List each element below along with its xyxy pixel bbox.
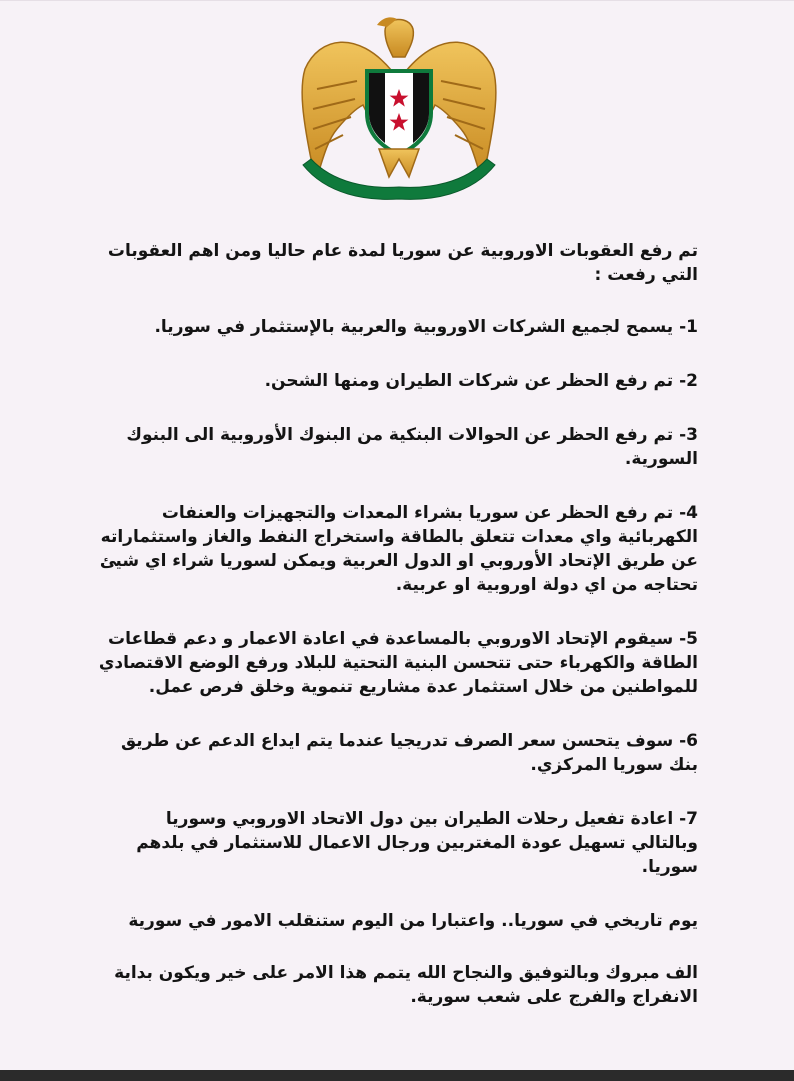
closing-line: يوم تاريخي في سوريا.. واعتبارا من اليوم ستنقلب الامور في سورية (128, 911, 698, 931)
list-item: 4- تم رفع الحظر عن سوريا بشراء المعدات والتجهيزات والعنفات الكهربائية واي معدات تتعلق بالطاقة واستخراج النفط والغاز واستثماراته عن طريق الإتحاد الأوروبي او الدول العربية ويمكن لسوريا شراء اي شيئ تحتاجه من اي دولة اوروبية او عربية. (99, 503, 698, 595)
list-item: 3- تم رفع الحظر عن الحوالات البنكية من البنوك الأوروبية الى البنوك السورية. (126, 425, 698, 469)
list-item: 1- يسمح لجميع الشركات الاوروبية والعربية بالإستثمار في سوريا. (154, 317, 698, 337)
list-item: 5- سيقوم الإتحاد الاوروبي بالمساعدة في اعادة الاعمار و دعم قطاعات الطاقة والكهرباء حتى تتحسن البنية التحتية للبلاد ورفع الوضع الاقتصادي للمواطنين من خلال استثمار عدة مشاريع تنموية وخلق فرص عمل. (98, 629, 698, 697)
bottom-bar (0, 1070, 794, 1081)
syrian-eagle-emblem-icon (297, 9, 501, 203)
list-item: 6- سوف يتحسن سعر الصرف تدريجيا عندما يتم ايداع الدعم عن طريق بنك سوريا المركزي. (120, 731, 698, 775)
list-item: 7- اعادة تفعيل رحلات الطيران بين دول الاتحاد الاوروبي وسوريا وبالتالي تسهيل عودة المغتربين ورجال الاعمال للاستثمار في بلدهم سوريا. (136, 809, 698, 877)
list-item: 2- تم رفع الحظر عن شركات الطيران ومنها الشحن. (264, 371, 698, 391)
closing-paragraph: الف مبروك وبالتوفيق والنجاح الله يتمم هذا الامر على خير ويكون بداية الانفراج والفرج على شعب سورية. (114, 963, 698, 1007)
announcement-text (96, 239, 698, 1037)
intro-paragraph: تم رفع العقوبات الاوروبية عن سوريا لمدة عام حاليا ومن اهم العقوبات التي رفعت : (107, 241, 698, 285)
